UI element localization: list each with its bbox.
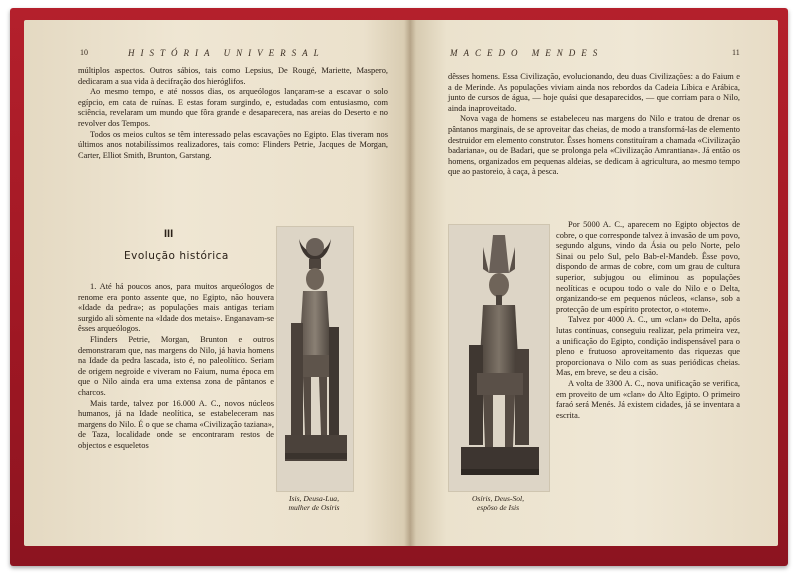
right-top-text [448, 72, 740, 178]
caption-line: Osíris, Deus-Sol, [471, 494, 525, 503]
paragraph: dêsses homens. Essa Civilização, evolucionando, deu duas Civilizações: a do Faium e a de Merinde. As populações viviam ainda nos rebordos da Cadeia Líbica e Arábica, junto de cursos de água, — hoje quási que desaparecidos, — que corriam para o Nilo, ainda inaproveitado. [448, 72, 740, 113]
isis-statue-photo [276, 226, 354, 492]
left-page [24, 20, 410, 546]
paragraph: 1. Até há poucos anos, para muitos arqueólogos de renome era ponto assente que, no Egipto, não houvera «Idade da pedra»; as populações mais antigas teriam surgido ali sòmente na «Idade dos metais». Enganavam-se êsses arqueólogos. [78, 282, 274, 334]
right-page [410, 20, 778, 546]
left-running-head: HISTÓRIA UNIVERSAL [128, 48, 325, 58]
section-number: III [164, 228, 174, 240]
section-title: Evolução histórica [124, 250, 229, 262]
osiris-statue-image [449, 225, 549, 491]
isis-statue-image [277, 227, 353, 491]
left-top-text [78, 66, 388, 161]
paragraph: Por 5000 A. C., aparecem no Egipto objectos de cobre, o que corresponde talvez à invasão de um povo, segundo alguns, vindo da Ásia ou pelo Norte, pelo Sinai ou pelo Sul, pelo Bab-el-Mandeb. Êsse povo, dispondo de armas de cobre, com um grau de cultura superior, subjugou ou eliminou as populações neolíticas e ocupou todo o vale do Nilo e o Delta, organizando-se em pequenos núcleos, «clans», sob a protecção de um espírito protector, o «totem». [556, 220, 740, 314]
paragraph: Mais tarde, talvez por 16.000 A. C., novos núcleos humanos, já na Idade neolítica, se estabeleceram nas margens do Nilo. É o que se chama «Civilização taziana», de Taza, localidade onde se encontraram restos de objectos e esqueletos [78, 398, 274, 450]
paragraph: Todos os meios cultos se têm interessado pelas escavações no Egipto. Elas tiveram nos últimos anos notabilíssimos realizadores, tais como: Flinders Petrie, Jacques de Morgan, Carter, Elliot Smith, Brunton, Garstang. [78, 129, 388, 160]
osiris-statue-photo [448, 224, 550, 492]
osiris-caption [448, 494, 548, 512]
paragraph: Ao mesmo tempo, e até nossos dias, os arqueólogos lançaram-se a escavar o solo egípcio, em cata de ruínas. E estas foram surgindo, e, estudadas com entusiasmo, com sciência, revelaram um mundo que fôra grande e desaparecera, nas areias do Deserto e no revolver dos Tempos. [78, 87, 388, 128]
caption-line: mulher de Osíris [288, 503, 340, 512]
paragraph: Nova vaga de homens se estabeleceu nas margens do Nilo e tratou de drenar os pântanos marginais, de se aproveitar das cheias, de modo a transformá-las de elemento destruidor em elemento construtor. Êsses homens constituíram a chamada «Civilização badariana», ou de Badari, que se prolonga pela «Civilização Amrantiana». Já então os homens, organizados em pequenas aldeias, se dedicam à agricultura, ao mesmo tempo que ao pastoreio, à caça, à pesca. [448, 114, 740, 177]
paragraph: Flinders Petrie, Morgan, Brunton e outros demonstraram que, nas margens do Nilo, já havia homens na Idade da pedra lascada, isto é, no paleolítico. Seriam de origem negroide e viveram no Faium, numa época em que o Nilo ainda era uma extensa zona de pântanos e charcos. [78, 334, 274, 397]
right-running-head: MACEDO MENDES [450, 48, 604, 58]
caption-line: Isis, Deusa-Lua, [289, 494, 339, 503]
left-page-number: 10 [80, 48, 88, 57]
paragraph: múltiplos aspectos. Outros sábios, tais como Lepsius, De Rougé, Mariette, Maspero, dedicaram a sua vida à decifração dos hieróglifos. [78, 66, 388, 86]
caption-line: espôso de Isis [476, 503, 520, 512]
left-body-text [78, 282, 274, 452]
right-body-text [556, 220, 740, 421]
isis-caption [270, 494, 358, 512]
paragraph: Talvez por 4000 A. C., um «clan» do Delta, após lutas contínuas, conseguiu realizar, pela primeira vez, a unificação do Egipto, condição indispensável para o pleno e frutuoso aproveitamento das riquezas que proporcionava o Nilo com as suas periódicas cheias. Mas, em breve, se deu a cisão. [556, 315, 740, 378]
right-page-number: 11 [732, 48, 740, 57]
book-gutter [404, 20, 416, 546]
paragraph: A volta de 3300 A. C., nova unificação se verifica, em proveito de um «clan» do Alto Egipto. O primeiro faraó será Menés. Já existem cidades, já se inventara a escrita. [556, 378, 740, 420]
